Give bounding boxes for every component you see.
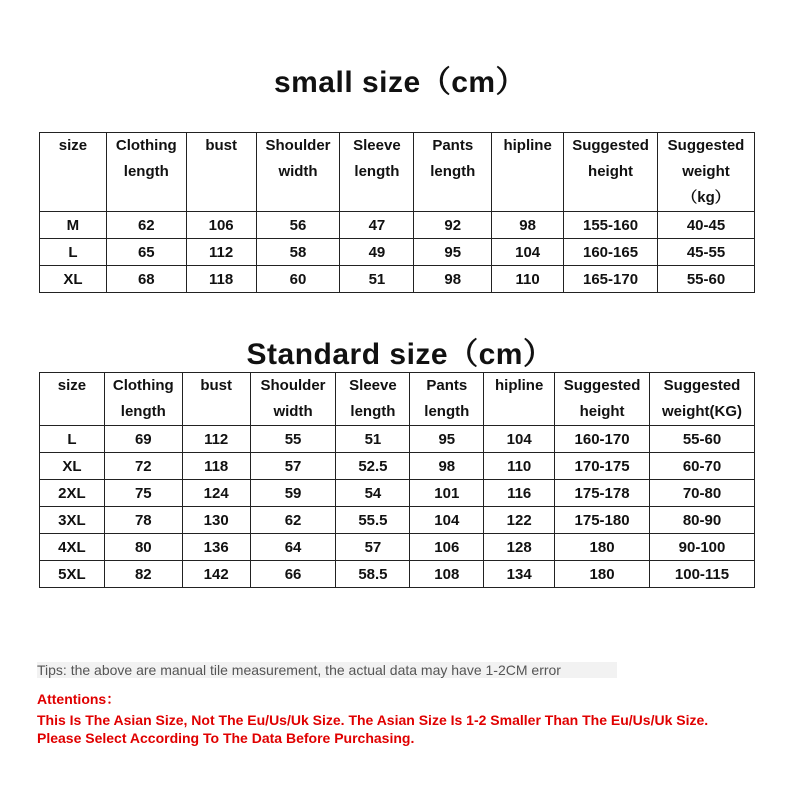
value-cell: 51 bbox=[340, 266, 414, 293]
header-cell bbox=[336, 373, 410, 426]
table-row bbox=[40, 561, 755, 588]
header-cell bbox=[182, 373, 250, 426]
header-cell-line: Suggested bbox=[667, 137, 745, 154]
value-cell: 104 bbox=[492, 239, 564, 266]
header-cell-line: bust bbox=[200, 377, 232, 394]
value-cell: 59 bbox=[250, 480, 336, 507]
value-cell: 80 bbox=[104, 534, 182, 561]
value-cell: 95 bbox=[410, 426, 484, 453]
header-cell-line: length bbox=[430, 163, 476, 180]
header-cell-line: height bbox=[579, 403, 625, 420]
size-cell: XL bbox=[40, 453, 105, 480]
header-cell bbox=[250, 373, 336, 426]
header-cell bbox=[186, 133, 256, 212]
header-cell bbox=[40, 133, 107, 212]
header-cell-line: hipline bbox=[494, 377, 544, 394]
value-cell: 108 bbox=[410, 561, 484, 588]
value-cell: 112 bbox=[182, 426, 250, 453]
size-cell: 4XL bbox=[40, 534, 105, 561]
header-cell-line: Sleeve bbox=[353, 137, 401, 154]
header-cell bbox=[106, 133, 186, 212]
header-cell-line: bust bbox=[205, 137, 237, 154]
header-cell-line: weight bbox=[682, 163, 730, 180]
value-cell: 58 bbox=[256, 239, 340, 266]
value-cell: 51 bbox=[336, 426, 410, 453]
value-cell: 122 bbox=[484, 507, 555, 534]
header-cell-line: length bbox=[120, 403, 166, 420]
value-cell: 180 bbox=[555, 534, 650, 561]
header-cell-line: Clothing bbox=[112, 377, 174, 394]
value-cell: 56 bbox=[256, 212, 340, 239]
header-cell bbox=[340, 133, 414, 212]
value-cell: 112 bbox=[186, 239, 256, 266]
value-cell: 98 bbox=[410, 453, 484, 480]
value-cell: 75 bbox=[104, 480, 182, 507]
value-cell: 180 bbox=[555, 561, 650, 588]
value-cell: 60-70 bbox=[650, 453, 755, 480]
value-cell: 90-100 bbox=[650, 534, 755, 561]
size-cell: 3XL bbox=[40, 507, 105, 534]
value-cell: 130 bbox=[182, 507, 250, 534]
table-row bbox=[40, 266, 755, 293]
header-cell bbox=[492, 133, 564, 212]
size-cell: 2XL bbox=[40, 480, 105, 507]
value-cell: 82 bbox=[104, 561, 182, 588]
table-row bbox=[40, 212, 755, 239]
header-cell-line: Sleeve bbox=[349, 377, 397, 394]
small-size-table bbox=[39, 132, 755, 293]
header-cell bbox=[658, 133, 755, 212]
value-cell: 95 bbox=[414, 239, 492, 266]
value-cell: 68 bbox=[106, 266, 186, 293]
value-cell: 124 bbox=[182, 480, 250, 507]
header-cell-line: Suggested bbox=[663, 377, 741, 394]
value-cell: 65 bbox=[106, 239, 186, 266]
value-cell: 170-175 bbox=[555, 453, 650, 480]
value-cell: 62 bbox=[106, 212, 186, 239]
table-row bbox=[40, 507, 755, 534]
header-cell-line: Suggested bbox=[563, 377, 641, 394]
header-cell-line: length bbox=[123, 163, 169, 180]
value-cell: 62 bbox=[250, 507, 336, 534]
value-cell: 60 bbox=[256, 266, 340, 293]
value-cell: 57 bbox=[336, 534, 410, 561]
header-cell-line: width bbox=[278, 163, 318, 180]
header-cell-line: weight(KG) bbox=[662, 403, 743, 420]
header-cell-line: length bbox=[350, 403, 396, 420]
small-size-title: small size（cm） bbox=[273, 66, 527, 99]
header-cell-line: Shoulder bbox=[260, 377, 326, 394]
size-cell: M bbox=[40, 212, 107, 239]
header-cell-line: height bbox=[588, 163, 634, 180]
value-cell: 160-165 bbox=[564, 239, 658, 266]
value-cell: 136 bbox=[182, 534, 250, 561]
header-cell-line: length bbox=[424, 403, 470, 420]
value-cell: 54 bbox=[336, 480, 410, 507]
value-cell: 40-45 bbox=[658, 212, 755, 239]
size-cell: L bbox=[40, 426, 105, 453]
header-cell bbox=[256, 133, 340, 212]
value-cell: 70-80 bbox=[650, 480, 755, 507]
value-cell: 142 bbox=[182, 561, 250, 588]
value-cell: 55-60 bbox=[650, 426, 755, 453]
value-cell: 57 bbox=[250, 453, 336, 480]
value-cell: 55-60 bbox=[658, 266, 755, 293]
table-row bbox=[40, 480, 755, 507]
value-cell: 104 bbox=[484, 426, 555, 453]
table-row bbox=[40, 453, 755, 480]
header-cell bbox=[650, 373, 755, 426]
value-cell: 66 bbox=[250, 561, 336, 588]
header-cell-line: Pants bbox=[426, 377, 468, 394]
value-cell: 165-170 bbox=[564, 266, 658, 293]
value-cell: 92 bbox=[414, 212, 492, 239]
value-cell: 78 bbox=[104, 507, 182, 534]
small-size-header bbox=[40, 133, 755, 212]
value-cell: 100-115 bbox=[650, 561, 755, 588]
value-cell: 98 bbox=[492, 212, 564, 239]
header-cell-line: Clothing bbox=[115, 137, 177, 154]
value-cell: 72 bbox=[104, 453, 182, 480]
standard-size-header bbox=[40, 373, 755, 426]
header-cell bbox=[564, 133, 658, 212]
value-cell: 106 bbox=[410, 534, 484, 561]
table-row bbox=[40, 426, 755, 453]
size-cell: XL bbox=[40, 266, 107, 293]
value-cell: 116 bbox=[484, 480, 555, 507]
value-cell: 110 bbox=[492, 266, 564, 293]
header-row bbox=[40, 373, 755, 426]
value-cell: 98 bbox=[414, 266, 492, 293]
table-row bbox=[40, 239, 755, 266]
value-cell: 106 bbox=[186, 212, 256, 239]
value-cell: 118 bbox=[186, 266, 256, 293]
header-cell-line: Shoulder bbox=[265, 137, 331, 154]
size-cell: L bbox=[40, 239, 107, 266]
header-cell bbox=[40, 373, 105, 426]
value-cell: 45-55 bbox=[658, 239, 755, 266]
standard-size-body bbox=[40, 426, 755, 588]
header-cell-line: width bbox=[273, 403, 313, 420]
value-cell: 69 bbox=[104, 426, 182, 453]
value-cell: 175-178 bbox=[555, 480, 650, 507]
value-cell: 52.5 bbox=[336, 453, 410, 480]
header-cell bbox=[484, 373, 555, 426]
size-cell: 5XL bbox=[40, 561, 105, 588]
attention-line-1: This Is The Asian Size, Not The Eu/Us/Uk Size. The Asian Size Is 1-2 Smaller Than The Eu/Us/Uk Size. bbox=[37, 712, 709, 728]
header-cell-line: size bbox=[57, 377, 87, 394]
attention-label: Attentions： bbox=[37, 691, 121, 707]
header-cell bbox=[104, 373, 182, 426]
tips-text: Tips: the above are manual tile measurement, the actual data may have 1-2CM error bbox=[37, 662, 617, 678]
attention-line-2: Please Select According To The Data Before Purchasing. bbox=[37, 730, 415, 746]
value-cell: 64 bbox=[250, 534, 336, 561]
value-cell: 47 bbox=[340, 212, 414, 239]
value-cell: 101 bbox=[410, 480, 484, 507]
header-cell bbox=[555, 373, 650, 426]
header-cell-line: Suggested bbox=[572, 137, 649, 154]
small-size-body bbox=[40, 212, 755, 293]
value-cell: 160-170 bbox=[555, 426, 650, 453]
value-cell: 128 bbox=[484, 534, 555, 561]
header-cell-line: length bbox=[354, 163, 400, 180]
standard-size-title: Standard size（cm） bbox=[246, 338, 554, 371]
value-cell: 104 bbox=[410, 507, 484, 534]
header-cell bbox=[410, 373, 484, 426]
value-cell: 118 bbox=[182, 453, 250, 480]
value-cell: 155-160 bbox=[564, 212, 658, 239]
value-cell: 175-180 bbox=[555, 507, 650, 534]
value-cell: 55 bbox=[250, 426, 336, 453]
value-cell: 55.5 bbox=[336, 507, 410, 534]
header-cell-line: hipline bbox=[503, 137, 552, 154]
value-cell: 134 bbox=[484, 561, 555, 588]
header-cell bbox=[414, 133, 492, 212]
header-cell-line: Pants bbox=[432, 137, 474, 154]
value-cell: 110 bbox=[484, 453, 555, 480]
value-cell: 58.5 bbox=[336, 561, 410, 588]
header-cell-line: （kg） bbox=[682, 189, 730, 206]
header-cell-line: size bbox=[58, 137, 88, 154]
header-row bbox=[40, 133, 755, 212]
value-cell: 80-90 bbox=[650, 507, 755, 534]
table-row bbox=[40, 534, 755, 561]
attention-text bbox=[37, 711, 797, 747]
standard-size-table bbox=[39, 372, 755, 588]
value-cell: 49 bbox=[340, 239, 414, 266]
